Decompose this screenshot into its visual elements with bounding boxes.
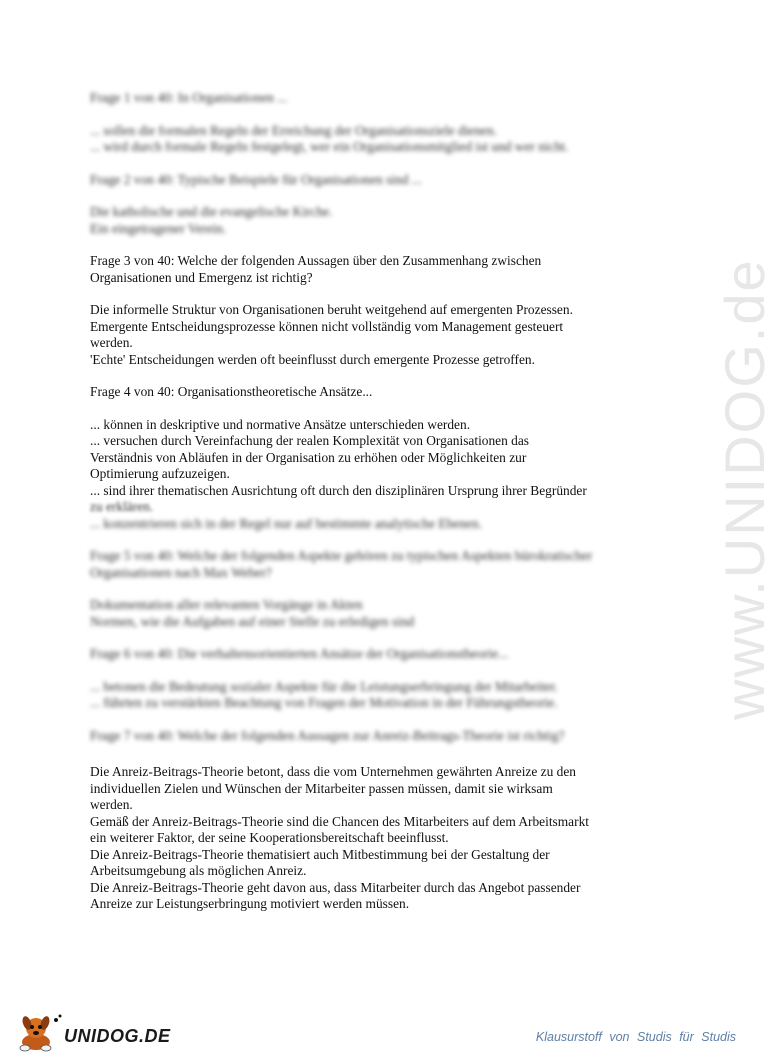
answer-line: Gemäß der Anreiz-Beitrags-Theorie sind die Chancen des Mitarbeiters auf dem Arbeitsmarkt <box>90 813 590 829</box>
answer-line: Arbeitsumgebung als möglichen Anreiz. <box>90 863 307 878</box>
question-list <box>90 90 670 913</box>
answer-line: Optimierung aufzuzeigen. <box>90 466 230 481</box>
question-4 <box>90 384 670 532</box>
answer-line: individuellen Zielen und Wünschen der Mitarbeiter passen müssen, damit sie wirksam <box>90 780 553 796</box>
question-title: Frage 3 von 40: Welche der folgenden Aussagen über den Zusammenhang zwischen <box>90 253 542 268</box>
logo-text: UNIDOG.DE <box>64 1025 171 1046</box>
answer-line: werden. <box>90 797 133 812</box>
answer-line: ... betonen die Bedeutung sozialer Aspekte für die Leistungserbringung der Mitarbeiter. <box>90 678 558 694</box>
answer-line: zu erklären. <box>90 499 154 514</box>
answer-line: ... versuchen durch Vereinfachung der realen Komplexität von Organisationen das <box>90 433 530 448</box>
question-title: Frage 7 von 40: Welche der folgenden Aussagen zur Anreiz-Beitrags-Theorie ist richtig? <box>90 727 565 743</box>
answer-line: Die Anreiz-Beitrags-Theorie thematisiert auch Mitbestimmung bei der Gestaltung der <box>90 846 550 862</box>
answer-line: Ein eingetragener Verein. <box>90 220 227 236</box>
answer-line: Emergente Entscheidungsprozesse können nicht vollständig vom Management gesteuert <box>90 318 564 334</box>
answer-line: ... können in deskriptive und normative Ansätze unterschieden werden. <box>90 416 471 432</box>
answer-line: Die Anreiz-Beitrags-Theorie geht davon aus, dass Mitarbeiter durch das Angebot passender <box>90 879 581 895</box>
answer-line: werden. <box>90 335 133 350</box>
answer-line: ein weiterer Faktor, der seine Kooperationsbereitschaft beeinflusst. <box>90 830 449 845</box>
question-title: Frage 2 von 40: Typische Beispiele für Organisationen sind ... <box>90 171 422 187</box>
question-7 <box>90 728 670 913</box>
answer-line: ... führten zu verstärkten Beachtung von Fragen der Motivation in der Führungstheorie. <box>90 695 558 710</box>
footer-tagline: Klausurstoff von Studis für Studis <box>535 1030 736 1044</box>
answer-line: Anreize zur Leistungserbringung motiviert werden müssen. <box>90 896 410 911</box>
question-title: Organisationen nach Max Weber? <box>90 564 272 580</box>
question-title: Frage 6 von 40: Die verhaltensorientierten Ansätze der Organisationstheorie... <box>90 646 509 661</box>
question-5 <box>90 548 670 630</box>
question-title: Organisationen und Emergenz ist richtig? <box>90 269 313 285</box>
answer-line: Die katholische und die evangelische Kirche. <box>90 204 333 219</box>
question-title: Frage 5 von 40: Welche der folgenden Aspekte gehören zu typischen Aspekten bürokratischer <box>90 548 593 563</box>
answer-line: ... konzentrieren sich in der Regel nur auf bestimmte analytische Ebenen. <box>90 515 482 531</box>
question-1 <box>90 90 670 156</box>
answer-line: Verständnis von Abläufen in der Organisation zu erhöhen oder Möglichkeiten zur <box>90 449 527 465</box>
question-title: Frage 1 von 40: In Organisationen ... <box>90 90 288 105</box>
answer-line: Dokumentation aller relevanten Vorgänge in Akten <box>90 597 363 612</box>
answer-line: 'Echte' Entscheidungen werden oft beeinflusst durch emergente Prozesse getroffen. <box>90 351 535 367</box>
answer-line: Normen, wie die Aufgaben auf einer Stelle zu erledigen sind <box>90 613 415 629</box>
answer-line: Die Anreiz-Beitrags-Theorie betont, dass die vom Unternehmen gewährten Anreize zu den <box>90 764 576 779</box>
dog-icon <box>16 1012 62 1052</box>
watermark: www.UNIDOG.de <box>713 258 776 720</box>
answer-line: ... wird durch formale Regeln festgelegt, wer ein Organisationsmitglied ist und wer nicht. <box>90 139 569 154</box>
answer-line: ... sind ihrer thematischen Ausrichtung oft durch den disziplinären Ursprung ihrer Begründer <box>90 482 587 498</box>
question-2 <box>90 172 670 238</box>
question-3 <box>90 253 670 368</box>
question-title: Frage 4 von 40: Organisationstheoretische Ansätze... <box>90 384 373 399</box>
unidog-logo <box>16 1012 171 1052</box>
answer-line: Die informelle Struktur von Organisationen beruht weitgehend auf emergenten Prozessen. <box>90 302 573 317</box>
question-6 <box>90 646 670 712</box>
answer-line: ... sollen die formalen Regeln der Erreichung der Organisationsziele dienen. <box>90 122 497 138</box>
